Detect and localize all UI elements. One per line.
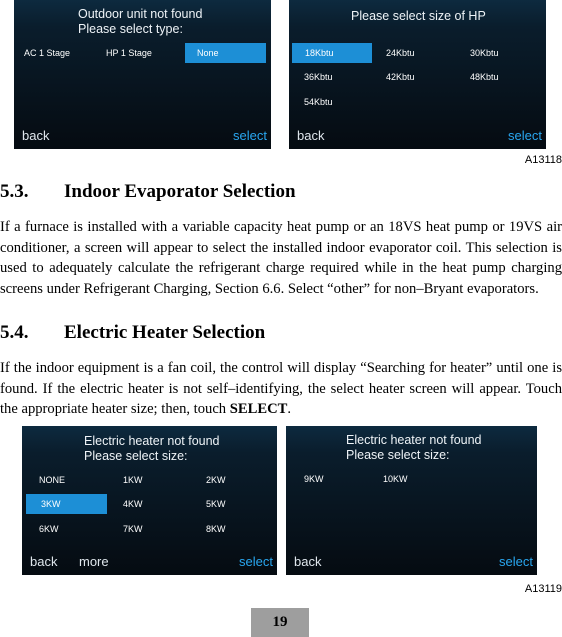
heater-size-screen-2 bbox=[286, 426, 537, 575]
select-button[interactable]: select bbox=[233, 128, 267, 143]
section-heading-5-3 bbox=[0, 181, 296, 203]
figure-id: A13118 bbox=[524, 154, 562, 166]
back-button[interactable]: back bbox=[22, 128, 50, 143]
back-button[interactable]: back bbox=[30, 554, 58, 569]
screen-title: Electric heater not found Please select size: bbox=[346, 433, 482, 462]
back-button[interactable]: back bbox=[294, 554, 322, 569]
option-3kw[interactable]: 3KW bbox=[26, 494, 107, 514]
screen-title: Outdoor unit not found Please select type: bbox=[78, 7, 203, 36]
option-36kbtu[interactable]: 36Kbtu bbox=[304, 72, 333, 82]
screen-title: Please select size of HP bbox=[351, 9, 486, 23]
outdoor-unit-type-screen bbox=[14, 0, 271, 149]
select-button[interactable]: select bbox=[239, 554, 273, 569]
body-text-end: . bbox=[287, 401, 292, 417]
option-54kbtu[interactable]: 54Kbtu bbox=[304, 97, 333, 107]
option-ac-1-stage[interactable]: AC 1 Stage bbox=[24, 48, 71, 58]
option-2kw[interactable]: 2KW bbox=[206, 475, 226, 485]
section-title: Indoor Evaporator Selection bbox=[64, 181, 296, 202]
option-none[interactable]: None bbox=[185, 43, 266, 63]
option-hp-1-stage[interactable]: HP 1 Stage bbox=[106, 48, 152, 58]
option-18kbtu[interactable]: 18Kbtu bbox=[292, 43, 372, 63]
option-7kw[interactable]: 7KW bbox=[123, 524, 143, 534]
section-number: 5.4. bbox=[0, 322, 29, 343]
option-4kw[interactable]: 4KW bbox=[123, 499, 143, 509]
option-24kbtu[interactable]: 24Kbtu bbox=[386, 48, 415, 58]
heater-size-screen-1 bbox=[22, 426, 277, 575]
option-1kw[interactable]: 1KW bbox=[123, 475, 143, 485]
section-heading-5-4 bbox=[0, 322, 265, 344]
section-title: Electric Heater Selection bbox=[64, 322, 266, 343]
section-body-5-4 bbox=[0, 358, 562, 420]
back-button[interactable]: back bbox=[297, 128, 325, 143]
body-text: If the indoor equipment is a fan coil, the control will display “Searching for heater” until one is found. If the electric heater is not self–identifying, the select heater screen will appear. Touch the appropriate heater size; then, touch bbox=[0, 360, 562, 417]
select-button[interactable]: select bbox=[508, 128, 542, 143]
option-42kbtu[interactable]: 42Kbtu bbox=[386, 72, 415, 82]
more-button[interactable]: more bbox=[79, 554, 109, 569]
option-10kw[interactable]: 10KW bbox=[383, 474, 408, 484]
option-48kbtu[interactable]: 48Kbtu bbox=[470, 72, 499, 82]
body-bold: SELECT bbox=[229, 401, 288, 417]
option-9kw[interactable]: 9KW bbox=[304, 474, 324, 484]
option-none[interactable]: NONE bbox=[39, 475, 66, 485]
option-8kw[interactable]: 8KW bbox=[206, 524, 226, 534]
hp-size-screen bbox=[289, 0, 546, 149]
figure-id: A13119 bbox=[524, 583, 562, 595]
option-6kw[interactable]: 6KW bbox=[39, 524, 59, 534]
option-5kw[interactable]: 5KW bbox=[206, 499, 226, 509]
option-30kbtu[interactable]: 30Kbtu bbox=[470, 48, 499, 58]
select-button[interactable]: select bbox=[499, 554, 533, 569]
section-body-5-3: If a furnace is installed with a variable capacity heat pump or an 18VS heat pump or 19VS air conditioner, a screen will appear to select the installed indoor evaporator coil. This selection is used to adequately calculate the refrigerant charge required while in the heat pump charging screens under Refrigerant Charging, Section 6.6. Select “other” for non–Bryant evaporators. bbox=[0, 219, 562, 297]
section-number: 5.3. bbox=[0, 181, 29, 202]
page-number: 19 bbox=[251, 608, 309, 637]
screen-title: Electric heater not found Please select size: bbox=[84, 434, 220, 463]
